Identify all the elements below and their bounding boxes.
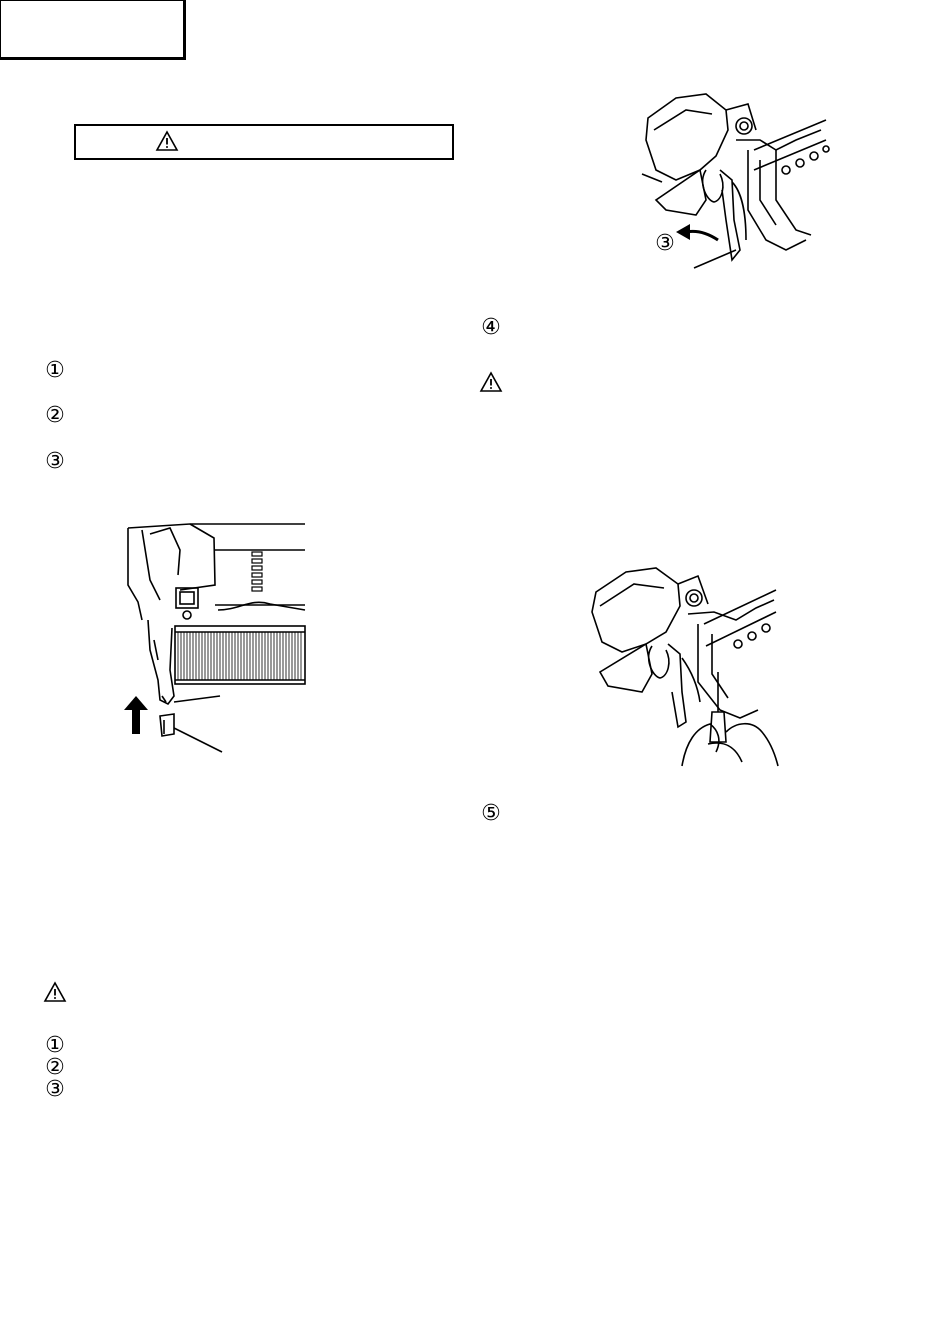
warning-triangle-icon — [480, 372, 502, 392]
step-marker-3: ③ — [45, 448, 65, 473]
step-marker-5: ⑤ — [481, 800, 501, 825]
warning-triangle-icon — [156, 131, 178, 151]
step-marker-1: ① — [45, 357, 65, 382]
figure-callout-3: ③ — [655, 230, 675, 255]
curved-arrow-icon — [676, 220, 720, 244]
step-marker-2: ② — [45, 402, 65, 427]
warning-header-box — [74, 124, 454, 160]
step-marker-1b: ① — [45, 1032, 65, 1057]
page-corner-tab — [0, 0, 186, 60]
step-marker-4: ④ — [481, 314, 501, 339]
step-marker-2b: ② — [45, 1054, 65, 1079]
step-marker-3b: ③ — [45, 1076, 65, 1101]
screwdriver-illustration — [586, 562, 786, 772]
up-arrow-icon — [124, 696, 148, 734]
warning-triangle-icon — [44, 982, 66, 1002]
